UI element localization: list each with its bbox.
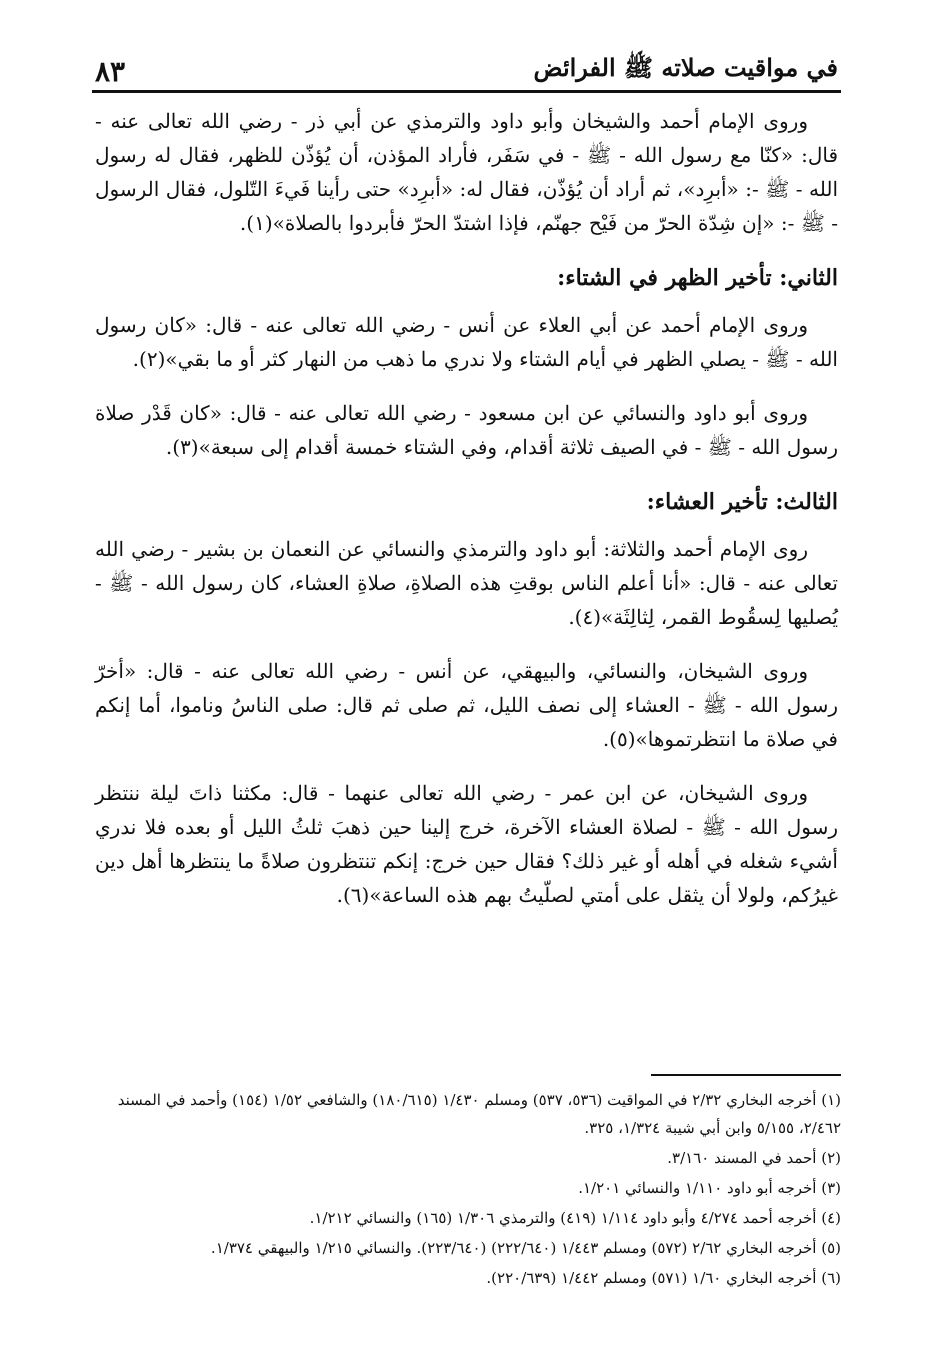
paragraph-numan-bashir: روى الإمام أحمد والثلاثة: أبو داود والترمذي والنسائي عن النعمان بن بشير - رضي الله تعالى عنه - قال: «أنا أعلم الناس بوقتِ هذه الصلاةِ، صلاةِ العشاء، كان رسول الله - ﷺ - يُصليها لِسقُوط القمر، لِثالِثَة»(٤).	[95, 537, 838, 629]
running-header	[95, 48, 838, 88]
section-heading-third: الثالث: تأخير العشاء:	[646, 489, 838, 515]
main-text	[95, 104, 838, 932]
footnote-3: (٣) أخرجه أبو داود ١/١١٠ والنسائي ١/٢٠١.	[578, 1179, 841, 1197]
footnote-4: (٤) أخرجه أحمد ٤/٢٧٤ وأبو داود ١/١١٤ (٤١٩) والترمذي ١/٣٠٦ (١٦٥) والنسائي ١/٢١٢.	[309, 1209, 841, 1227]
paragraph-anas-winter: وروى الإمام أحمد عن أبي العلاء عن أنس - رضي الله تعالى عنه - قال: «كان رسول الله - ﷺ - يصلي الظهر في أيام الشتاء ولا ندري ما ذهب من النهار كثر أو ما بقي»(٢).	[95, 313, 838, 371]
chapter-title: في مواقيت صلاته ﷺ الفرائض	[533, 53, 838, 82]
footnote-6: (٦) أخرجه البخاري ١/٦٠ (٥٧١) ومسلم ١/٤٤٢ (٢٢٠/٦٣٩).	[486, 1269, 841, 1287]
page-number: ٨٣	[95, 55, 126, 88]
section-heading-second: الثاني: تأخير الظهر في الشتاء:	[557, 265, 838, 291]
paragraph-anas-isha: وروى الشيخان، والنسائي، والبيهقي، عن أنس - رضي الله تعالى عنه - قال: «أخرّ رسول الله - ﷺ - العشاء إلى نصف الليل، ثم صلى ثم قال: صلى الناسُ وناموا، أما إنكم في صلاة ما انتظرتموها»(٥).	[95, 659, 838, 751]
footnote-5: (٥) أخرجه البخاري ٢/٦٢ (٥٧٢) ومسلم ١/٤٤٣ (٢٢٢/٦٤٠) (٢٢٣/٦٤٠). والنسائي ١/٢١٥ والبيهقي ١/٣٧٤.	[210, 1239, 841, 1257]
footnote-1: (١) أخرجه البخاري ٢/٣٢ في المواقيت (٥٣٦، ٥٣٧) ومسلم ١/٤٣٠ (١٨٠/٦١٥) والشافعي ١/٥٢ (١٥٤) وأحمد في المسند ٢/٤٦٢، ٥/١٥٥ وابن أبي شيبة ١/٣٢٤، ٣٢٥.	[117, 1091, 841, 1137]
footnote-divider	[651, 1074, 841, 1076]
footnote-2: (٢) أحمد في المسند ٣/١٦٠.	[667, 1149, 841, 1167]
paragraph-abu-dharr: وروى الإمام أحمد والشيخان وأبو داود والترمذي عن أبي ذر - رضي الله تعالى عنه - قال: «كنّا مع رسول الله - ﷺ - في سَفَر، فأراد المؤذن، أن يُؤذّن للظهر، فقال له رسول الله - ﷺ -: «أبرِد»، ثم أراد أن يُؤذّن، فقال له: «أبرِد» حتى رأينا فَيءَ التّلول، فقال الرسول - ﷺ -: «إن شِدّة الحرّ من فَيْح جهنّم، فإذا اشتدّ الحرّ فأبردوا بالصلاة»(١).	[95, 109, 838, 235]
header-divider	[92, 90, 841, 93]
paragraph-ibn-umar: وروى الشيخان، عن ابن عمر - رضي الله تعالى عنهما - قال: مكثنا ذاتَ ليلة ننتظر رسول الله - ﷺ - لصلاة العشاء الآخرة، خرج إلينا حين ذهبَ ثلثُ الليل أو بعده فلا ندري أشيء شغله في أهله أو غير ذلك؟ فقال حين خرج: إنكم تنتظرون صلاةً ما ينتظرها أهل دين غيرُكم، ولولا أن يثقل على أمتي لصلّيتُ بهم هذه الساعة»(٦).	[95, 781, 838, 907]
paragraph-ibn-masud: وروى أبو داود والنسائي عن ابن مسعود - رضي الله تعالى عنه - قال: «كان قَدْر صلاة رسول الله - ﷺ - في الصيف ثلاثة أقدام، وفي الشتاء خمسة أقدام إلى سبعة»(٣).	[95, 401, 838, 459]
footnotes	[88, 1086, 841, 1294]
